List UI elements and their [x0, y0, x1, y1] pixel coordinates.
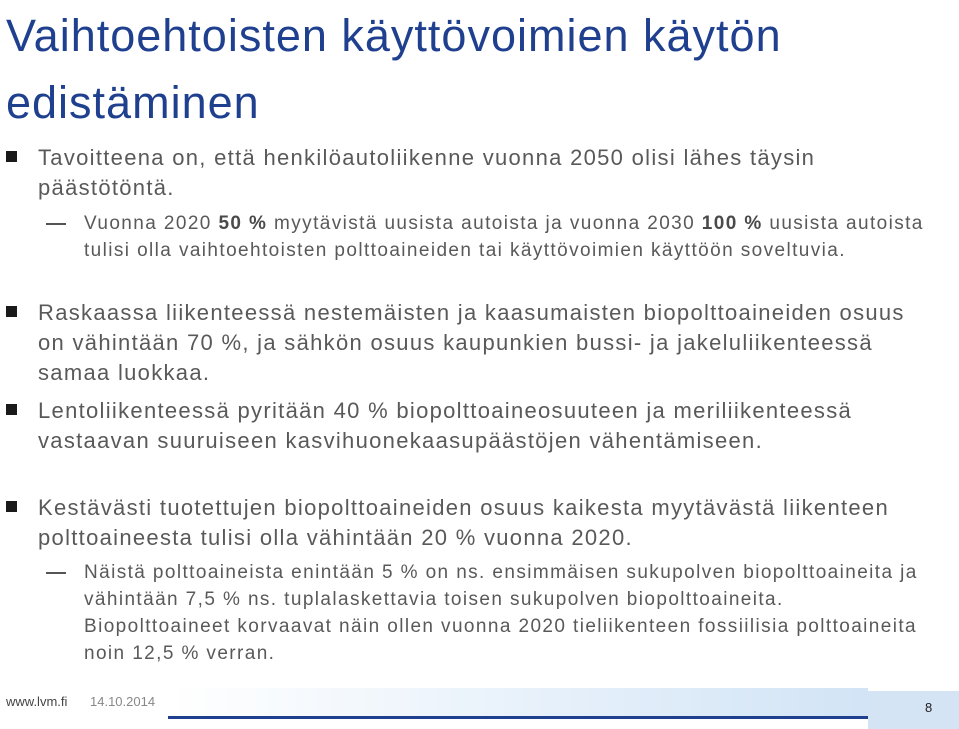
bullet-item-3 — [6, 396, 918, 456]
sub-bullet-item-1 — [46, 210, 924, 264]
footer-date: 14.10.2014 — [90, 694, 156, 709]
slide-title: Vaihtoehtoisten käyttövoimien käytön edistäminen — [6, 10, 782, 128]
text-part: uusista autoista tulisi olla vaihtoehtoisten polttoaineiden tai käyttövoimien käyttöön soveltuvia. — [84, 213, 924, 261]
bullet-item-4 — [6, 493, 918, 553]
sub-bullet-text-2: Näistä polttoaineista enintään 5 % on ns. ensimmäisen sukupolven biopolttoaineita ja vähintään 7,5 % ns. tuplalaskettavia toisen sukupolven biopolttoaineita. Biopolttoaineet korvaavat näin ollen vuonna 2020 tieliikenteen fossiilisia polttoaineita noin 12,5 % verran. — [84, 562, 918, 664]
highlight-percent-100: 100 % — [701, 213, 763, 234]
dash-bullet-icon — [46, 223, 66, 225]
bullet-text-3: Lentoliikenteessä pyritään 40 % biopolttoaineosuuteen ja meriliikenteessä vastaavan suuruiseen kasvihuonekaasupäästöjen vähentämiseen. — [38, 398, 853, 453]
square-bullet-icon — [6, 151, 17, 162]
bullet-item-1 — [6, 143, 918, 203]
bullet-item-2 — [6, 298, 918, 388]
page-number: 8 — [925, 700, 933, 715]
text-part: myytävistä uusista autoista ja vuonna 2030 — [267, 213, 702, 234]
footer-url: www.lvm.fi — [6, 694, 68, 709]
sub-bullet-text-1 — [84, 210, 924, 264]
footer-decoration-bar — [168, 688, 868, 719]
sub-bullet-item-2 — [46, 559, 924, 667]
bullet-text-2: Raskaassa liikenteessä nestemäisten ja kaasumaisten biopolttoaineiden osuus on vähintään 70 %, ja sähkön osuus kaupunkien bussi- ja jakeluliikenteessä samaa luokkaa. — [38, 300, 905, 385]
bullet-text-4: Kestävästi tuotettujen biopolttoaineiden osuus kaikesta myytävästä liikenteen polttoaineesta tulisi olla vähintään 20 % vuonna 2020. — [38, 495, 889, 550]
text-part: Vuonna 2020 — [84, 213, 219, 234]
highlight-percent-50: 50 % — [218, 213, 268, 234]
square-bullet-icon — [6, 501, 17, 512]
square-bullet-icon — [6, 404, 17, 415]
square-bullet-icon — [6, 306, 17, 317]
dash-bullet-icon — [46, 572, 66, 574]
bullet-text-1: Tavoitteena on, että henkilöautoliikenne vuonna 2050 olisi lähes täysin päästötöntä. — [38, 145, 816, 200]
footer-page-panel — [868, 691, 959, 729]
